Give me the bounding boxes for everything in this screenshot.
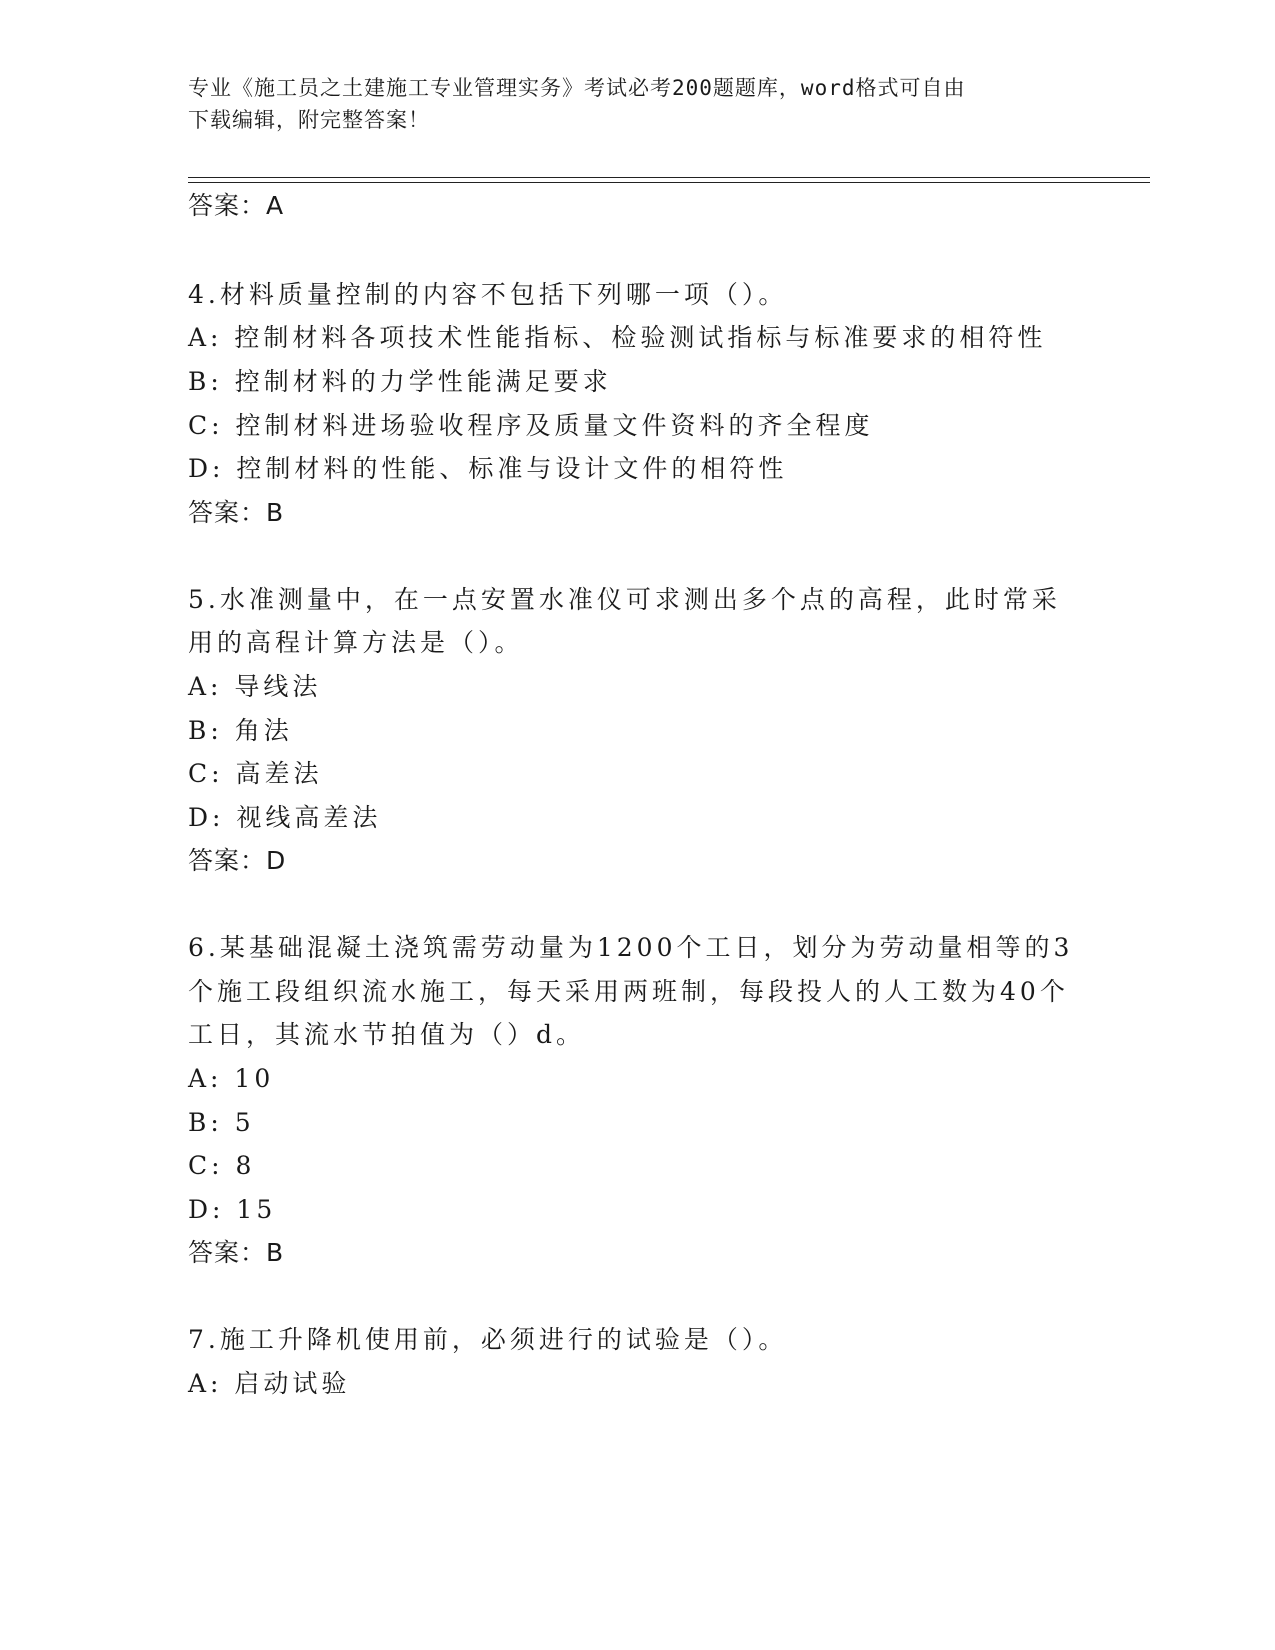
header-line-1: 专业《施工员之土建施工专业管理实务》考试必考200题题库，word格式可自由 xyxy=(188,76,966,100)
question-4-option-c: C: 控制材料进场验收程序及质量文件资料的齐全程度 xyxy=(188,411,874,440)
document-header xyxy=(188,72,1068,136)
answer-q4: 答案：B xyxy=(188,498,285,527)
question-7-option-a: A: 启动试验 xyxy=(188,1369,351,1398)
question-4-stem: 4.材料质量控制的内容不包括下列哪一项（）。 xyxy=(188,280,788,309)
question-6-option-b: B: 5 xyxy=(188,1108,255,1137)
question-4-option-d: D: 控制材料的性能、标准与设计文件的相符性 xyxy=(188,454,788,483)
question-6-option-d: D: 15 xyxy=(188,1195,277,1224)
question-6-option-a: A: 10 xyxy=(188,1064,275,1093)
question-5-stem-line-2: 用的高程计算方法是（）。 xyxy=(188,628,524,657)
question-6-option-c: C: 8 xyxy=(188,1151,256,1180)
question-5-option-c: C: 高差法 xyxy=(188,759,323,788)
question-5-option-d: D: 视线高差法 xyxy=(188,803,382,832)
question-6-stem-line-2: 个施工段组织流水施工，每天采用两班制，每段投人的人工数为40个 xyxy=(188,977,1069,1006)
header-line-2: 下载编辑，附完整答案！ xyxy=(188,108,430,132)
answer-q6: 答案：B xyxy=(188,1238,285,1267)
question-5-option-b: B: 角法 xyxy=(188,716,293,745)
question-6-stem-line-1: 6.某基础混凝土浇筑需劳动量为1200个工日，划分为劳动量相等的3 xyxy=(188,933,1074,962)
question-4-option-b: B: 控制材料的力学性能满足要求 xyxy=(188,367,612,396)
question-5-option-a: A: 导线法 xyxy=(188,672,322,701)
header-rule-bottom xyxy=(188,182,1150,183)
question-6-stem-line-3: 工日，其流水节拍值为（）d。 xyxy=(188,1020,586,1049)
answer-q3: 答案：A xyxy=(188,191,285,220)
question-5-stem-line-1: 5.水准测量中，在一点安置水准仪可求测出多个点的高程，此时常采 xyxy=(188,585,1061,614)
question-4-option-a: A: 控制材料各项技术性能指标、检验测试指标与标准要求的相符性 xyxy=(188,323,1047,352)
answer-q5: 答案：D xyxy=(188,846,287,875)
question-7-stem: 7.施工升降机使用前，必须进行的试验是（）。 xyxy=(188,1325,788,1354)
header-rule-top xyxy=(188,177,1150,178)
